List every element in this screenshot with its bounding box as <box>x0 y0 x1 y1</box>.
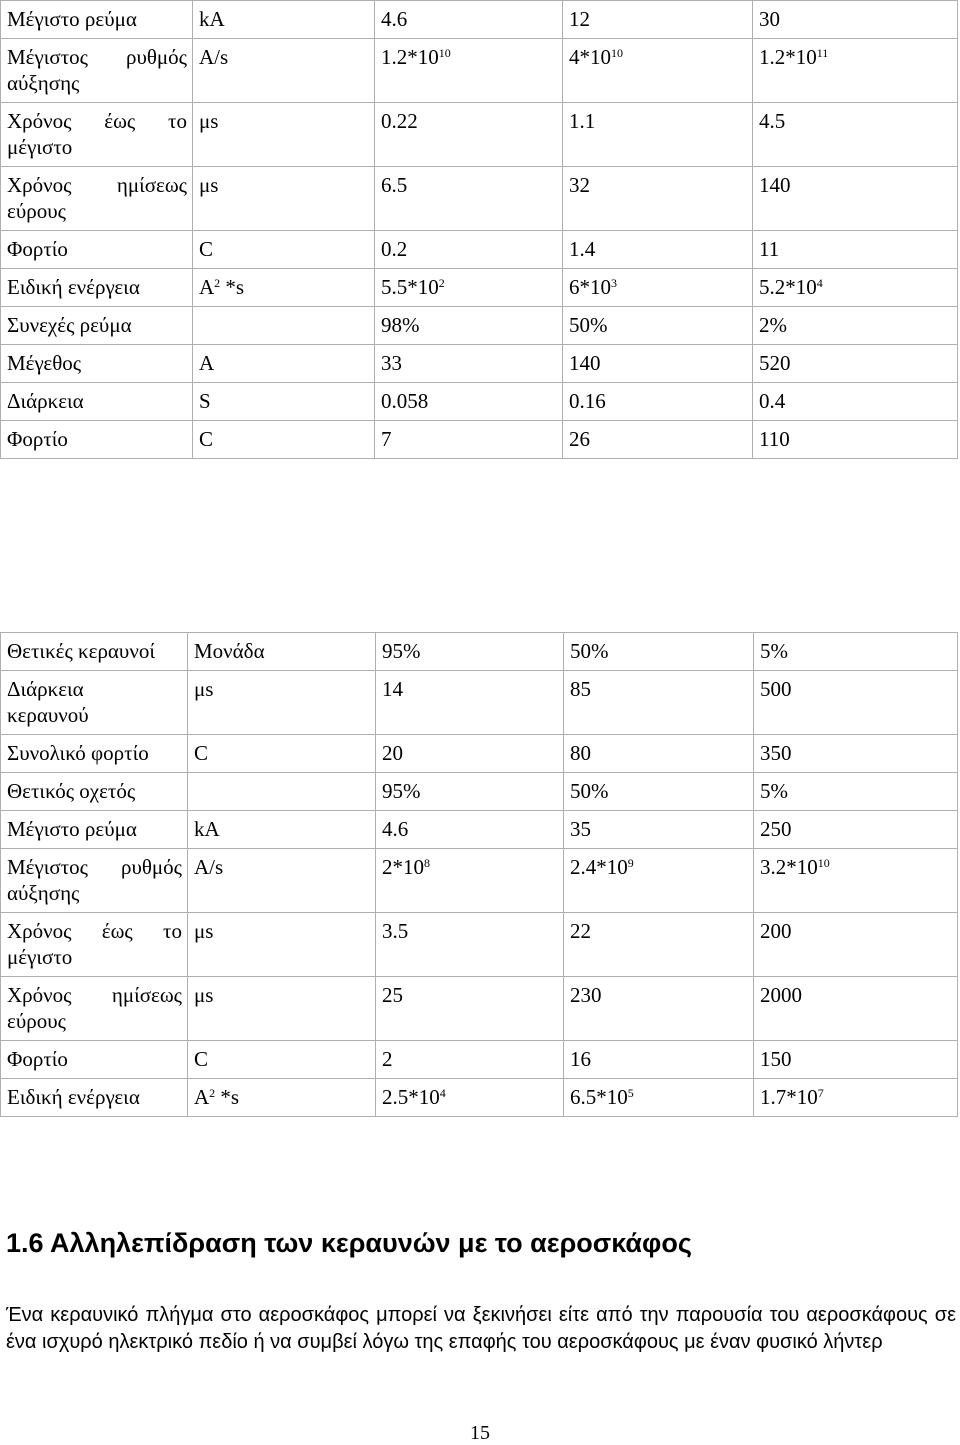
value-cell <box>754 913 958 977</box>
row-label: Θετικές κεραυνοί <box>7 639 155 663</box>
value-text: 0.22 <box>381 109 418 133</box>
row-label: Χρόνος ημίσεως <box>7 173 187 197</box>
row-label-continuation: μέγιστο <box>7 945 73 969</box>
unit-text: C <box>194 1047 209 1071</box>
row-label-cell <box>1 231 193 269</box>
value-cell <box>376 849 564 913</box>
unit-cell <box>188 671 376 735</box>
value-text: 1.7*10 <box>760 1085 818 1109</box>
value-cell <box>564 849 754 913</box>
row-label: Συνολικό φορτίο <box>7 741 149 765</box>
row-label: Φορτίο <box>7 427 68 451</box>
value-text: 6.5 <box>381 173 408 197</box>
value-text: 0.16 <box>569 389 606 413</box>
value-cell <box>563 345 753 383</box>
unit-cell <box>193 167 375 231</box>
unit-cell <box>188 849 376 913</box>
row-label: Χρόνος ημίσεως <box>7 983 182 1007</box>
value-text: 6.5*10 <box>570 1085 628 1109</box>
value-cell <box>375 103 563 167</box>
table-body <box>1 1 958 459</box>
value-text: 5.5*10 <box>381 275 439 299</box>
row-label: Μέγιστο ρεύμα <box>7 7 137 31</box>
value-cell <box>375 39 563 103</box>
value-text: 80 <box>570 741 591 765</box>
unit-cell <box>193 269 375 307</box>
table-row <box>1 633 958 671</box>
value-cell <box>754 1079 958 1117</box>
value-cell <box>753 345 958 383</box>
value-cell <box>564 977 754 1041</box>
row-label-cell <box>1 1041 188 1079</box>
value-text: 5% <box>760 779 788 803</box>
lightning-parameters-table-1 <box>0 0 958 459</box>
value-cell <box>376 735 564 773</box>
row-label-continuation: εύρους <box>7 199 66 223</box>
table-body <box>1 633 958 1117</box>
unit-cell <box>188 913 376 977</box>
unit-cell <box>193 421 375 459</box>
value-cell <box>753 103 958 167</box>
value-text: 500 <box>760 677 792 701</box>
unit-cell <box>188 811 376 849</box>
row-label: Διάρκεια <box>7 389 84 413</box>
row-label-cell <box>1 345 193 383</box>
value-text: 0.4 <box>759 389 786 413</box>
unit-text: A <box>199 351 215 375</box>
value-text: 3.5 <box>382 919 409 943</box>
value-text: 95% <box>382 639 421 663</box>
value-cell <box>753 383 958 421</box>
unit-cell <box>193 307 375 345</box>
value-cell <box>564 633 754 671</box>
unit-cell <box>193 345 375 383</box>
value-text: 85 <box>570 677 591 701</box>
unit-text: μs <box>194 983 214 1007</box>
value-text: 3.2*10 <box>760 855 818 879</box>
value-cell <box>375 345 563 383</box>
value-text: 2*10 <box>382 855 424 879</box>
unit-cell <box>193 383 375 421</box>
value-text: 50% <box>570 639 609 663</box>
value-text: 22 <box>570 919 591 943</box>
unit-text: A <box>194 1085 210 1109</box>
unit-text: A/s <box>194 855 224 879</box>
row-label-cell <box>1 811 188 849</box>
unit-text: kA <box>199 7 225 31</box>
value-text: 11 <box>759 237 780 261</box>
row-label-cell <box>1 735 188 773</box>
table-row <box>1 383 958 421</box>
value-exponent: 10 <box>438 46 451 60</box>
positive-lightning-table <box>0 632 958 1117</box>
value-text: 95% <box>382 779 421 803</box>
table-row <box>1 307 958 345</box>
value-text: 50% <box>570 779 609 803</box>
value-cell <box>754 735 958 773</box>
row-label: Μέγεθος <box>7 351 82 375</box>
row-label: Μέγιστος ρυθμός <box>7 855 182 879</box>
unit-text: Μονάδα <box>194 639 265 663</box>
value-cell <box>753 1 958 39</box>
table-row <box>1 39 958 103</box>
value-exponent: 11 <box>816 46 829 60</box>
unit-suffix: *s <box>215 1085 240 1109</box>
row-label: Θετικός οχετός <box>7 779 136 803</box>
value-text: 26 <box>569 427 590 451</box>
value-cell <box>753 167 958 231</box>
value-cell <box>376 633 564 671</box>
value-text: 4.6 <box>381 7 408 31</box>
value-cell <box>563 103 753 167</box>
row-label-cell <box>1 1079 188 1117</box>
value-exponent: 8 <box>424 856 430 870</box>
unit-cell <box>188 633 376 671</box>
table-row <box>1 913 958 977</box>
row-label-cell <box>1 913 188 977</box>
value-cell <box>564 811 754 849</box>
unit-exponent: 2 <box>214 276 221 290</box>
value-exponent: 4 <box>439 1086 446 1100</box>
value-cell <box>563 383 753 421</box>
unit-suffix: *s <box>220 275 245 299</box>
value-cell <box>754 671 958 735</box>
row-label-continuation: αύξησης <box>7 71 80 95</box>
value-text: 200 <box>760 919 792 943</box>
value-exponent: 7 <box>817 1086 824 1100</box>
row-label-continuation: κεραυνού <box>7 703 89 727</box>
value-cell <box>754 773 958 811</box>
value-cell <box>564 1079 754 1117</box>
value-text: 35 <box>570 817 591 841</box>
table-row <box>1 421 958 459</box>
value-cell <box>753 39 958 103</box>
unit-text: C <box>199 237 214 261</box>
value-text: 140 <box>569 351 601 375</box>
table-row <box>1 735 958 773</box>
unit-cell <box>193 39 375 103</box>
value-cell <box>376 671 564 735</box>
value-cell <box>376 977 564 1041</box>
value-cell <box>754 1041 958 1079</box>
row-label: Χρόνος έως το <box>7 109 187 133</box>
unit-text: μs <box>199 109 219 133</box>
unit-exponent: 2 <box>209 1086 216 1100</box>
value-cell <box>754 849 958 913</box>
row-label-cell <box>1 383 193 421</box>
value-text: 230 <box>570 983 602 1007</box>
value-exponent: 4 <box>816 276 823 290</box>
value-exponent: 9 <box>627 856 634 870</box>
table-row <box>1 269 958 307</box>
row-label-cell <box>1 977 188 1041</box>
value-text: 4.6 <box>382 817 409 841</box>
row-label-cell <box>1 307 193 345</box>
value-cell <box>563 269 753 307</box>
unit-text: C <box>199 427 214 451</box>
value-cell <box>563 307 753 345</box>
unit-text: S <box>199 389 211 413</box>
unit-text: A <box>199 275 215 299</box>
row-label: Μέγιστο ρεύμα <box>7 817 137 841</box>
row-label-cell <box>1 39 193 103</box>
value-text: 2000 <box>760 983 802 1007</box>
value-text: 250 <box>760 817 792 841</box>
table-row <box>1 231 958 269</box>
row-label-cell <box>1 103 193 167</box>
value-text: 33 <box>381 351 402 375</box>
value-text: 350 <box>760 741 792 765</box>
value-text: 25 <box>382 983 403 1007</box>
row-label: Διάρκεια <box>7 677 84 701</box>
table-row <box>1 773 958 811</box>
value-text: 14 <box>382 677 403 701</box>
value-cell <box>753 269 958 307</box>
value-exponent: 10 <box>611 46 623 60</box>
value-cell <box>754 977 958 1041</box>
value-cell <box>375 421 563 459</box>
unit-cell <box>188 773 376 811</box>
value-cell <box>376 773 564 811</box>
value-cell <box>564 1041 754 1079</box>
unit-cell <box>188 1079 376 1117</box>
value-cell <box>754 633 958 671</box>
row-label: Φορτίο <box>7 1047 68 1071</box>
value-text: 20 <box>382 741 403 765</box>
value-text: 5.2*10 <box>759 275 817 299</box>
unit-text: A/s <box>199 45 229 69</box>
value-text: 2.4*10 <box>570 855 628 879</box>
value-cell <box>753 421 958 459</box>
row-label-cell <box>1 773 188 811</box>
value-cell <box>563 231 753 269</box>
value-text: 4.5 <box>759 109 786 133</box>
value-text: 0.2 <box>381 237 408 261</box>
unit-text: C <box>194 741 209 765</box>
unit-cell <box>193 103 375 167</box>
value-text: 30 <box>759 7 780 31</box>
value-cell <box>375 383 563 421</box>
table-row <box>1 345 958 383</box>
row-label: Ειδική ενέργεια <box>7 275 140 299</box>
value-text: 110 <box>759 427 790 451</box>
table-row <box>1 977 958 1041</box>
value-cell <box>375 307 563 345</box>
row-label-cell <box>1 269 193 307</box>
value-text: 520 <box>759 351 791 375</box>
value-text: 50% <box>569 313 608 337</box>
value-text: 6*10 <box>569 275 611 299</box>
value-cell <box>564 671 754 735</box>
row-label: Χρόνος έως το <box>7 919 182 943</box>
value-cell <box>753 307 958 345</box>
section-heading: 1.6 Αλληλεπίδραση των κεραυνών με το αεροσκάφος <box>6 1228 692 1258</box>
table-row <box>1 103 958 167</box>
value-cell <box>563 167 753 231</box>
unit-cell <box>188 1041 376 1079</box>
value-text: 1.2*10 <box>381 45 439 69</box>
value-text: 98% <box>381 313 420 337</box>
value-text: 150 <box>760 1047 792 1071</box>
page-number: 15 <box>470 1422 490 1444</box>
value-exponent: 2 <box>438 276 445 290</box>
value-cell <box>376 913 564 977</box>
row-label: Φορτίο <box>7 237 68 261</box>
value-cell <box>376 811 564 849</box>
row-label-continuation: μέγιστο <box>7 135 73 159</box>
value-text: 2 <box>382 1047 393 1071</box>
unit-text: μs <box>199 173 219 197</box>
unit-text: μs <box>194 919 214 943</box>
value-cell <box>754 811 958 849</box>
row-label: Ειδική ενέργεια <box>7 1085 140 1109</box>
unit-cell <box>188 735 376 773</box>
value-cell <box>563 421 753 459</box>
value-cell <box>375 1 563 39</box>
value-cell <box>564 773 754 811</box>
table-row <box>1 167 958 231</box>
value-cell <box>375 231 563 269</box>
row-label-cell <box>1 1 193 39</box>
table-row <box>1 1079 958 1117</box>
table-row <box>1 811 958 849</box>
row-label-cell <box>1 633 188 671</box>
value-cell <box>563 1 753 39</box>
value-text: 140 <box>759 173 791 197</box>
unit-text: μs <box>194 677 214 701</box>
row-label: Συνεχές ρεύμα <box>7 313 132 337</box>
row-label-cell <box>1 671 188 735</box>
row-label-cell <box>1 167 193 231</box>
value-cell <box>376 1079 564 1117</box>
value-cell <box>753 231 958 269</box>
table-row <box>1 1 958 39</box>
row-label: Μέγιστος ρυθμός <box>7 45 187 69</box>
value-text: 2% <box>759 313 787 337</box>
body-paragraph: Ένα κεραυνικό πλήγμα στο αεροσκάφος μπορεί να ξεκινήσει είτε από την παρουσία του αεροσκάφους σε ένα ισχυρό ηλεκτρικό πεδίο ή να συμβεί λόγω της επαφής του αεροσκάφους με έναν φυσικό λήντερ <box>6 1304 956 1353</box>
table-row <box>1 849 958 913</box>
value-cell <box>564 735 754 773</box>
row-label-continuation: αύξησης <box>7 881 80 905</box>
table-row <box>1 1041 958 1079</box>
value-text: 32 <box>569 173 590 197</box>
unit-cell <box>188 977 376 1041</box>
value-text: 1.2*10 <box>759 45 817 69</box>
row-label-continuation: εύρους <box>7 1009 66 1033</box>
value-text: 12 <box>569 7 590 31</box>
value-text: 1.4 <box>569 237 596 261</box>
value-text: 4*10 <box>569 45 611 69</box>
value-exponent: 10 <box>817 856 830 870</box>
value-cell <box>376 1041 564 1079</box>
unit-cell <box>193 1 375 39</box>
value-cell <box>563 39 753 103</box>
row-label-cell <box>1 849 188 913</box>
value-exponent: 3 <box>611 276 617 290</box>
value-exponent: 5 <box>627 1086 634 1100</box>
value-cell <box>375 167 563 231</box>
unit-text: kA <box>194 817 220 841</box>
value-cell <box>375 269 563 307</box>
value-text: 0.058 <box>381 389 429 413</box>
value-text: 1.1 <box>569 109 596 133</box>
table-row <box>1 671 958 735</box>
value-text: 16 <box>570 1047 591 1071</box>
value-cell <box>564 913 754 977</box>
unit-cell <box>193 231 375 269</box>
value-text: 2.5*10 <box>382 1085 440 1109</box>
value-text: 7 <box>381 427 392 451</box>
row-label-cell <box>1 421 193 459</box>
value-text: 5% <box>760 639 788 663</box>
